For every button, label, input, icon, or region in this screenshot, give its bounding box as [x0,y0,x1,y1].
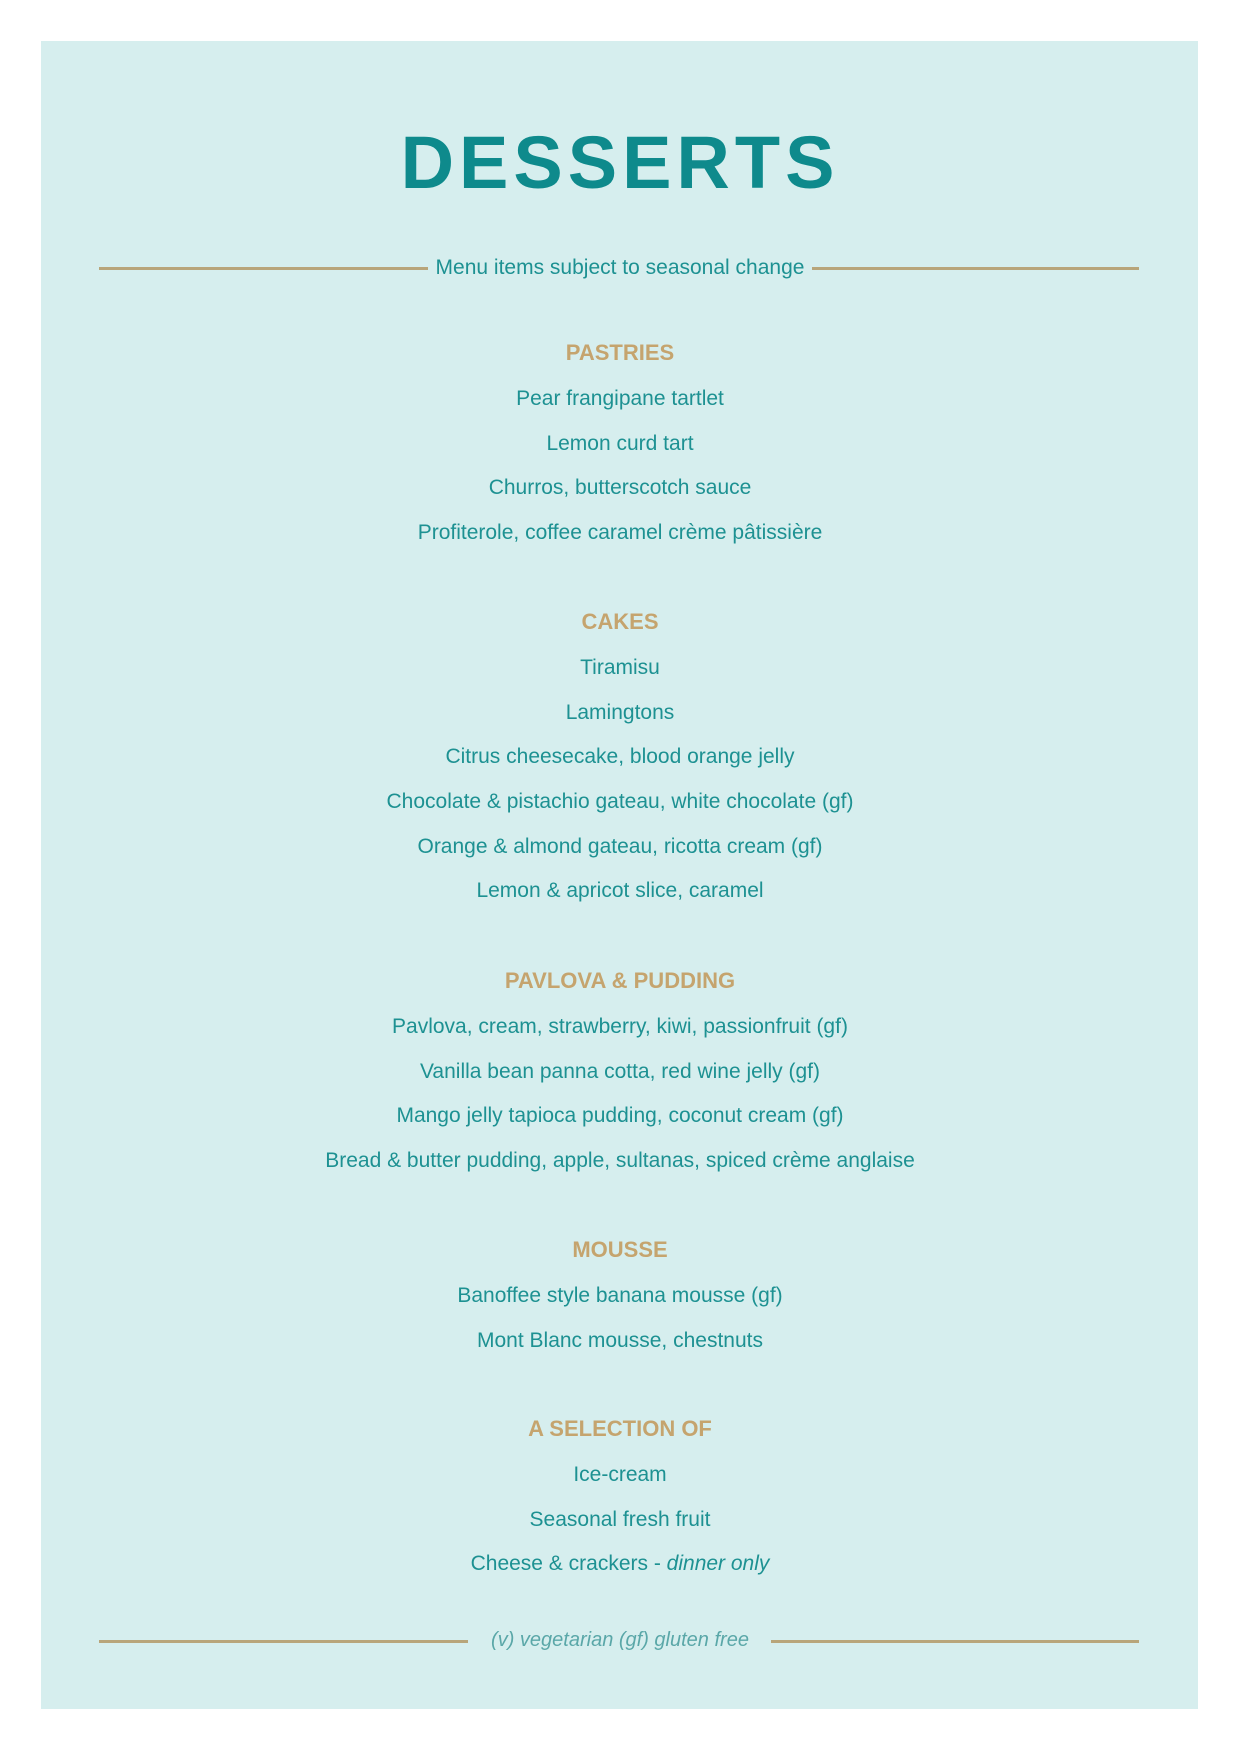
subtitle: Menu items subject to seasonal change [435,256,805,279]
menu-item: Seasonal fresh fruit [529,1507,711,1531]
menu-item: Mango jelly tapioca pudding, coconut cream (gf) [396,1104,844,1128]
menu-item: Profiterole, coffee caramel crème pâtissière [417,521,823,545]
section-cakes [0,607,1240,921]
menu-item: Chocolate & pistachio gateau, white chocolate (gf) [386,790,854,814]
menu-item: Ice-cream [573,1463,667,1486]
menu-item: Tiramisu [580,656,660,679]
section-mousse [0,1235,1240,1370]
menu-item: Pear frangipane tartlet [516,387,724,410]
section-pastries [0,338,1240,563]
section-pavlova-pudding [0,966,1240,1191]
menu-item [0,1549,1240,1594]
section-heading: A SELECTION OF [528,1416,712,1441]
menu-item-text: Cheese & crackers - [470,1552,667,1576]
menu-item: Lamingtons [565,700,675,724]
menu-item: Banoffee style banana mousse (gf) [457,1284,783,1307]
section-heading: PAVLOVA & PUDDING [504,968,736,993]
page-title: DESSERTS [400,121,840,204]
menu-item-note: dinner only [666,1552,770,1576]
menu-item: Orange & almond gateau, ricotta cream (gf) [417,834,823,858]
menu-item: Bread & butter pudding, apple, sultanas, spiced crème anglaise [325,1149,915,1173]
menu-item: Mont Blanc mousse, chestnuts [477,1328,763,1352]
menu-item: Lemon & apricot slice, caramel [476,879,764,903]
section-selection [0,1414,1240,1594]
footer-legend: (v) vegetarian (gf) gluten free [491,1629,749,1651]
divider [771,1640,1139,1643]
divider [812,267,1139,270]
menu-item: Citrus cheesecake, blood orange jelly [445,745,795,769]
menu-item: Pavlova, cream, strawberry, kiwi, passionfruit (gf) [392,1015,848,1038]
menu-item: Lemon curd tart [546,431,694,455]
section-heading: PASTRIES [565,340,675,365]
section-heading: CAKES [581,609,659,634]
menu-item: Vanilla bean panna cotta, red wine jelly (gf) [419,1059,820,1083]
menu-item: Churros, butterscotch sauce [488,476,752,500]
section-heading: MOUSSE [572,1237,668,1262]
